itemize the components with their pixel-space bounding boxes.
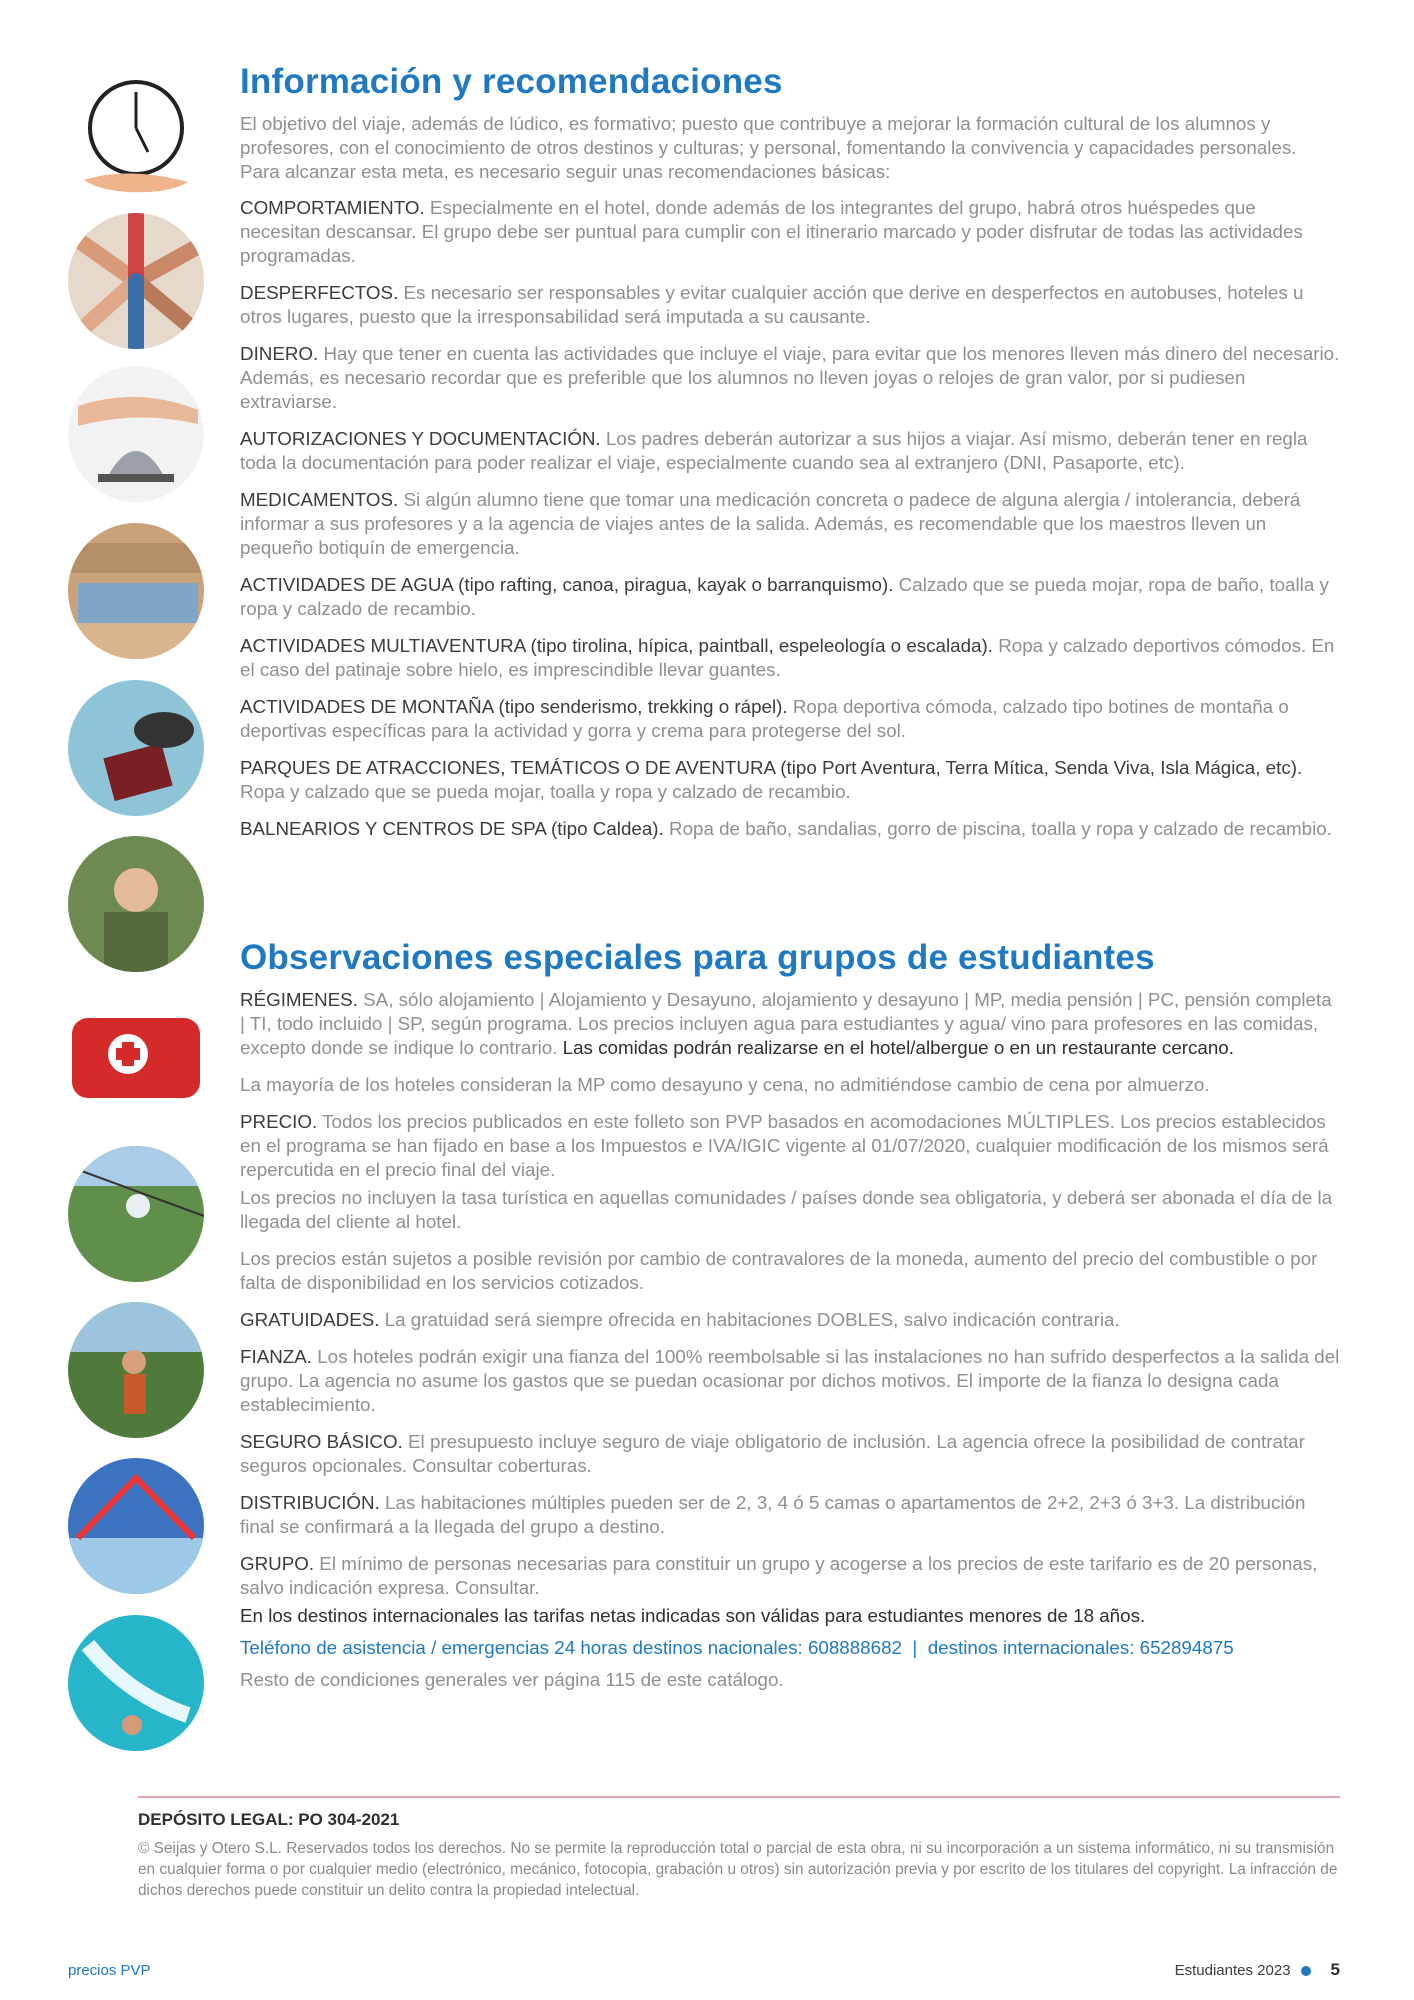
copyright-text: © Seijas y Otero S.L. Reservados todos los derechos. No se permite la reproducción total o parcial de esta obra, ni su incorporación a un sistema informático, ni su transmisión en cualquier forma o por cualquier medio (electrónico, mecánico, fotocopia, grabación u otros) sin autorización previa y por escrito de los titulares del copyright. La infracción de dichos derechos puede constituir un delito contra la propiedad intelectual. xyxy=(138,1840,1338,1899)
recommendation-list xyxy=(240,196,1340,841)
precio-paragraph: PRECIO. Todos los precios publicados en este folleto son PVP basados en acomodaciones MÚLTIPLES. Los precios establecidos en el programa se han fijado en base a los Impuestos e IVA/IGIC vigente al 01/07/2020, cualquier modificación de los mismos será repercutida en el precio final del viaje. xyxy=(240,1111,1329,1180)
service-bell-image xyxy=(68,366,204,502)
recommendation-item: MEDICAMENTOS. Si algún alumno tiene que tomar una medicación concreta o padece de alguna alergia / intolerancia, deberá informar a sus profesores y a la agencia de viajes antes de la salida. Además, es recomendable que los maestros lleven un pequeño botiquín de emergencia. xyxy=(240,489,1301,558)
observacion-item: FIANZA. Los hoteles podrán exigir una fianza del 100% reembolsable si las instalaciones no han sufrido desperfectos a la salida del grupo. La agencia no asume los gastos que se puedan ocasionar por dichos motivos. El importe de la fianza lo designa cada establecimiento. xyxy=(240,1346,1340,1415)
observacion-item: DISTRIBUCIÓN. Las habitaciones múltiples pueden ser de 2, 3, 4 ó 5 camas o apartamentos de 2+2, 2+3 ó 3+3. La distribución final se confirmará a la llegada del grupo a destino. xyxy=(240,1492,1306,1537)
bullet-dot-icon xyxy=(1301,1966,1311,1976)
revision-paragraph: Los precios están sujetos a posible revisión por cambio de contravalores de la moneda, aumento del precio del combustible o por falta de disponibilidad en los servicios cotizados. xyxy=(240,1248,1318,1293)
resto-condiciones-note: Resto de condiciones generales ver página 115 de este catálogo. xyxy=(240,1669,784,1690)
recommendation-item: PARQUES DE ATRACCIONES, TEMÁTICOS O DE AVENTURA (tipo Port Aventura, Terra Mítica, Senda Viva, Isla Mágica, etc). Ropa y calzado que se pueda mojar, toalla y ropa y calzado de recambio. xyxy=(240,757,1303,802)
recommendation-item: COMPORTAMIENTO. Especialmente en el hotel, donde además de los integrantes del grupo, habrá otros huéspedes que necesitan descansar. El grupo debe ser puntual para cumplir con el itinerario marcado y poder disfrutar de todas las actividades programadas. xyxy=(240,197,1303,266)
recommendation-item: DINERO. Hay que tener en cuenta las actividades que incluye el viaje, para evitar que los menores lleven más dinero del necesario. Además, es necesario recordar que es preferible que los alumnos no lleven joyas o relojes de gran valor, por si pudiesen extraviarse. xyxy=(240,343,1340,412)
intro-paragraph: El objetivo del viaje, además de lúdico, es formativo; puesto que contribuye a mejorar la formación cultural de los alumnos y profesores, con el conocimiento de otros destinos y culturas; y personal, fomentando la convivencia y capacidades personales. Para alcanzar esta meta, es necesario seguir unas recomendaciones básicas: xyxy=(240,113,1297,182)
recommendation-item: ACTIVIDADES DE MONTAÑA (tipo senderismo, trekking o rápel). Ropa deportiva cómoda, calzado tipo botines de montaña o deportivas específicas para la actividad y gorra y crema para protegerse del sol. xyxy=(240,696,1289,741)
section-title-observaciones: Observaciones especiales para grupos de estudiantes xyxy=(240,938,1155,977)
observacion-item: SEGURO BÁSICO. El presupuesto incluye seguro de viaje obligatorio de inclusión. La agencia ofrece la posibilidad de contratar seguros opcionales. Consultar coberturas. xyxy=(240,1431,1305,1476)
footer-right xyxy=(1175,1960,1340,1980)
section-title-informacion: Información y recomendaciones xyxy=(240,62,783,101)
deposito-legal: DEPÓSITO LEGAL: PO 304-2021 xyxy=(138,1810,400,1829)
first-aid-kit-image xyxy=(68,990,204,1126)
clock-hand-image xyxy=(68,70,204,206)
recommendation-item: DESPERFECTOS. Es necesario ser responsables y evitar cualquier acción que derive en desperfectos en autobuses, hoteles u otros lugares, puesto que la irresponsabilidad será imputada a su causante. xyxy=(240,282,1304,327)
zipline-image xyxy=(68,1146,204,1282)
observacion-item: GRUPO. El mínimo de personas necesarias para constituir un grupo y acogerse a los precios de este tarifario es de 20 personas, salvo indicación expresa. Consultar. xyxy=(240,1553,1318,1598)
footer-left-label: precios PVP xyxy=(68,1962,151,1979)
tasa-paragraph: Los precios no incluyen la tasa turística en aquellas comunidades / países donde sea obligatoria, y deberá ser abonada el día de la llegada del cliente al hotel. xyxy=(240,1187,1333,1232)
mp-note: La mayoría de los hoteles consideran la MP como desayuno y cena, no admitiéndose cambio de cena por almuerzo. xyxy=(240,1074,1210,1095)
recommendation-item: BALNEARIOS Y CENTROS DE SPA (tipo Caldea). Ropa de baño, sandalias, gorro de piscina, toalla y ropa y calzado de recambio. xyxy=(240,818,1332,839)
swimming-pool-image xyxy=(68,1615,204,1751)
passport-map-image xyxy=(68,680,204,816)
main-content xyxy=(240,62,1340,854)
money-image xyxy=(68,523,204,659)
divider-line xyxy=(138,1796,1340,1798)
observaciones-content xyxy=(240,938,1340,1705)
amusement-ride-image xyxy=(68,1458,204,1594)
catalog-name: Estudiantes 2023 xyxy=(1174,1962,1291,1979)
regimenes-paragraph: RÉGIMENES. SA, sólo alojamiento | Alojamiento y Desayuno, alojamiento y desayuno | MP, media pensión | PC, pensión completa | TI, todo incluido | SP, según programa. Los precios incluyen agua para estudiantes y agua/ vino para profesores en las comidas, excepto donde se indique lo contrario. Las comidas podrán realizarse en el hotel/albergue o en un restaurante cercano. xyxy=(240,989,1332,1058)
observacion-item: GRATUIDADES. La gratuidad será siempre ofrecida en habitaciones DOBLES, salvo indicación contraria. xyxy=(240,1309,1120,1330)
internacional-note: En los destinos internacionales las tarifas netas indicadas son válidas para estudiantes menores de 18 años. xyxy=(240,1605,1146,1626)
recommendation-item: ACTIVIDADES MULTIAVENTURA (tipo tirolina, hípica, paintball, espeleología o escalada). Ropa y calzado deportivos cómodos. En el caso del patinaje sobre hielo, es imprescindible llevar guantes. xyxy=(240,635,1335,680)
kid-paintball-image xyxy=(68,836,204,972)
page-number: 5 xyxy=(1330,1960,1340,1979)
recommendation-item: AUTORIZACIONES Y DOCUMENTACIÓN. Los padres deberán autorizar a sus hijos a viajar. Así mismo, deberán tener en regla toda la documentación para poder realizar el viaje, especialmente cuando sea al extranjero (DNI, Pasaporte, etc). xyxy=(240,428,1308,473)
emergency-phone-note: Teléfono de asistencia / emergencias 24 horas destinos nacionales: 608888682 | destinos internacionales: 652894875 xyxy=(240,1637,1234,1658)
recommendation-item: ACTIVIDADES DE AGUA (tipo rafting, canoa, piragua, kayak o barranquismo). Calzado que se pueda mojar, ropa de baño, toalla y ropa y calzado de recambio. xyxy=(240,574,1329,619)
team-hands-image xyxy=(68,213,204,349)
hiking-image xyxy=(68,1302,204,1438)
